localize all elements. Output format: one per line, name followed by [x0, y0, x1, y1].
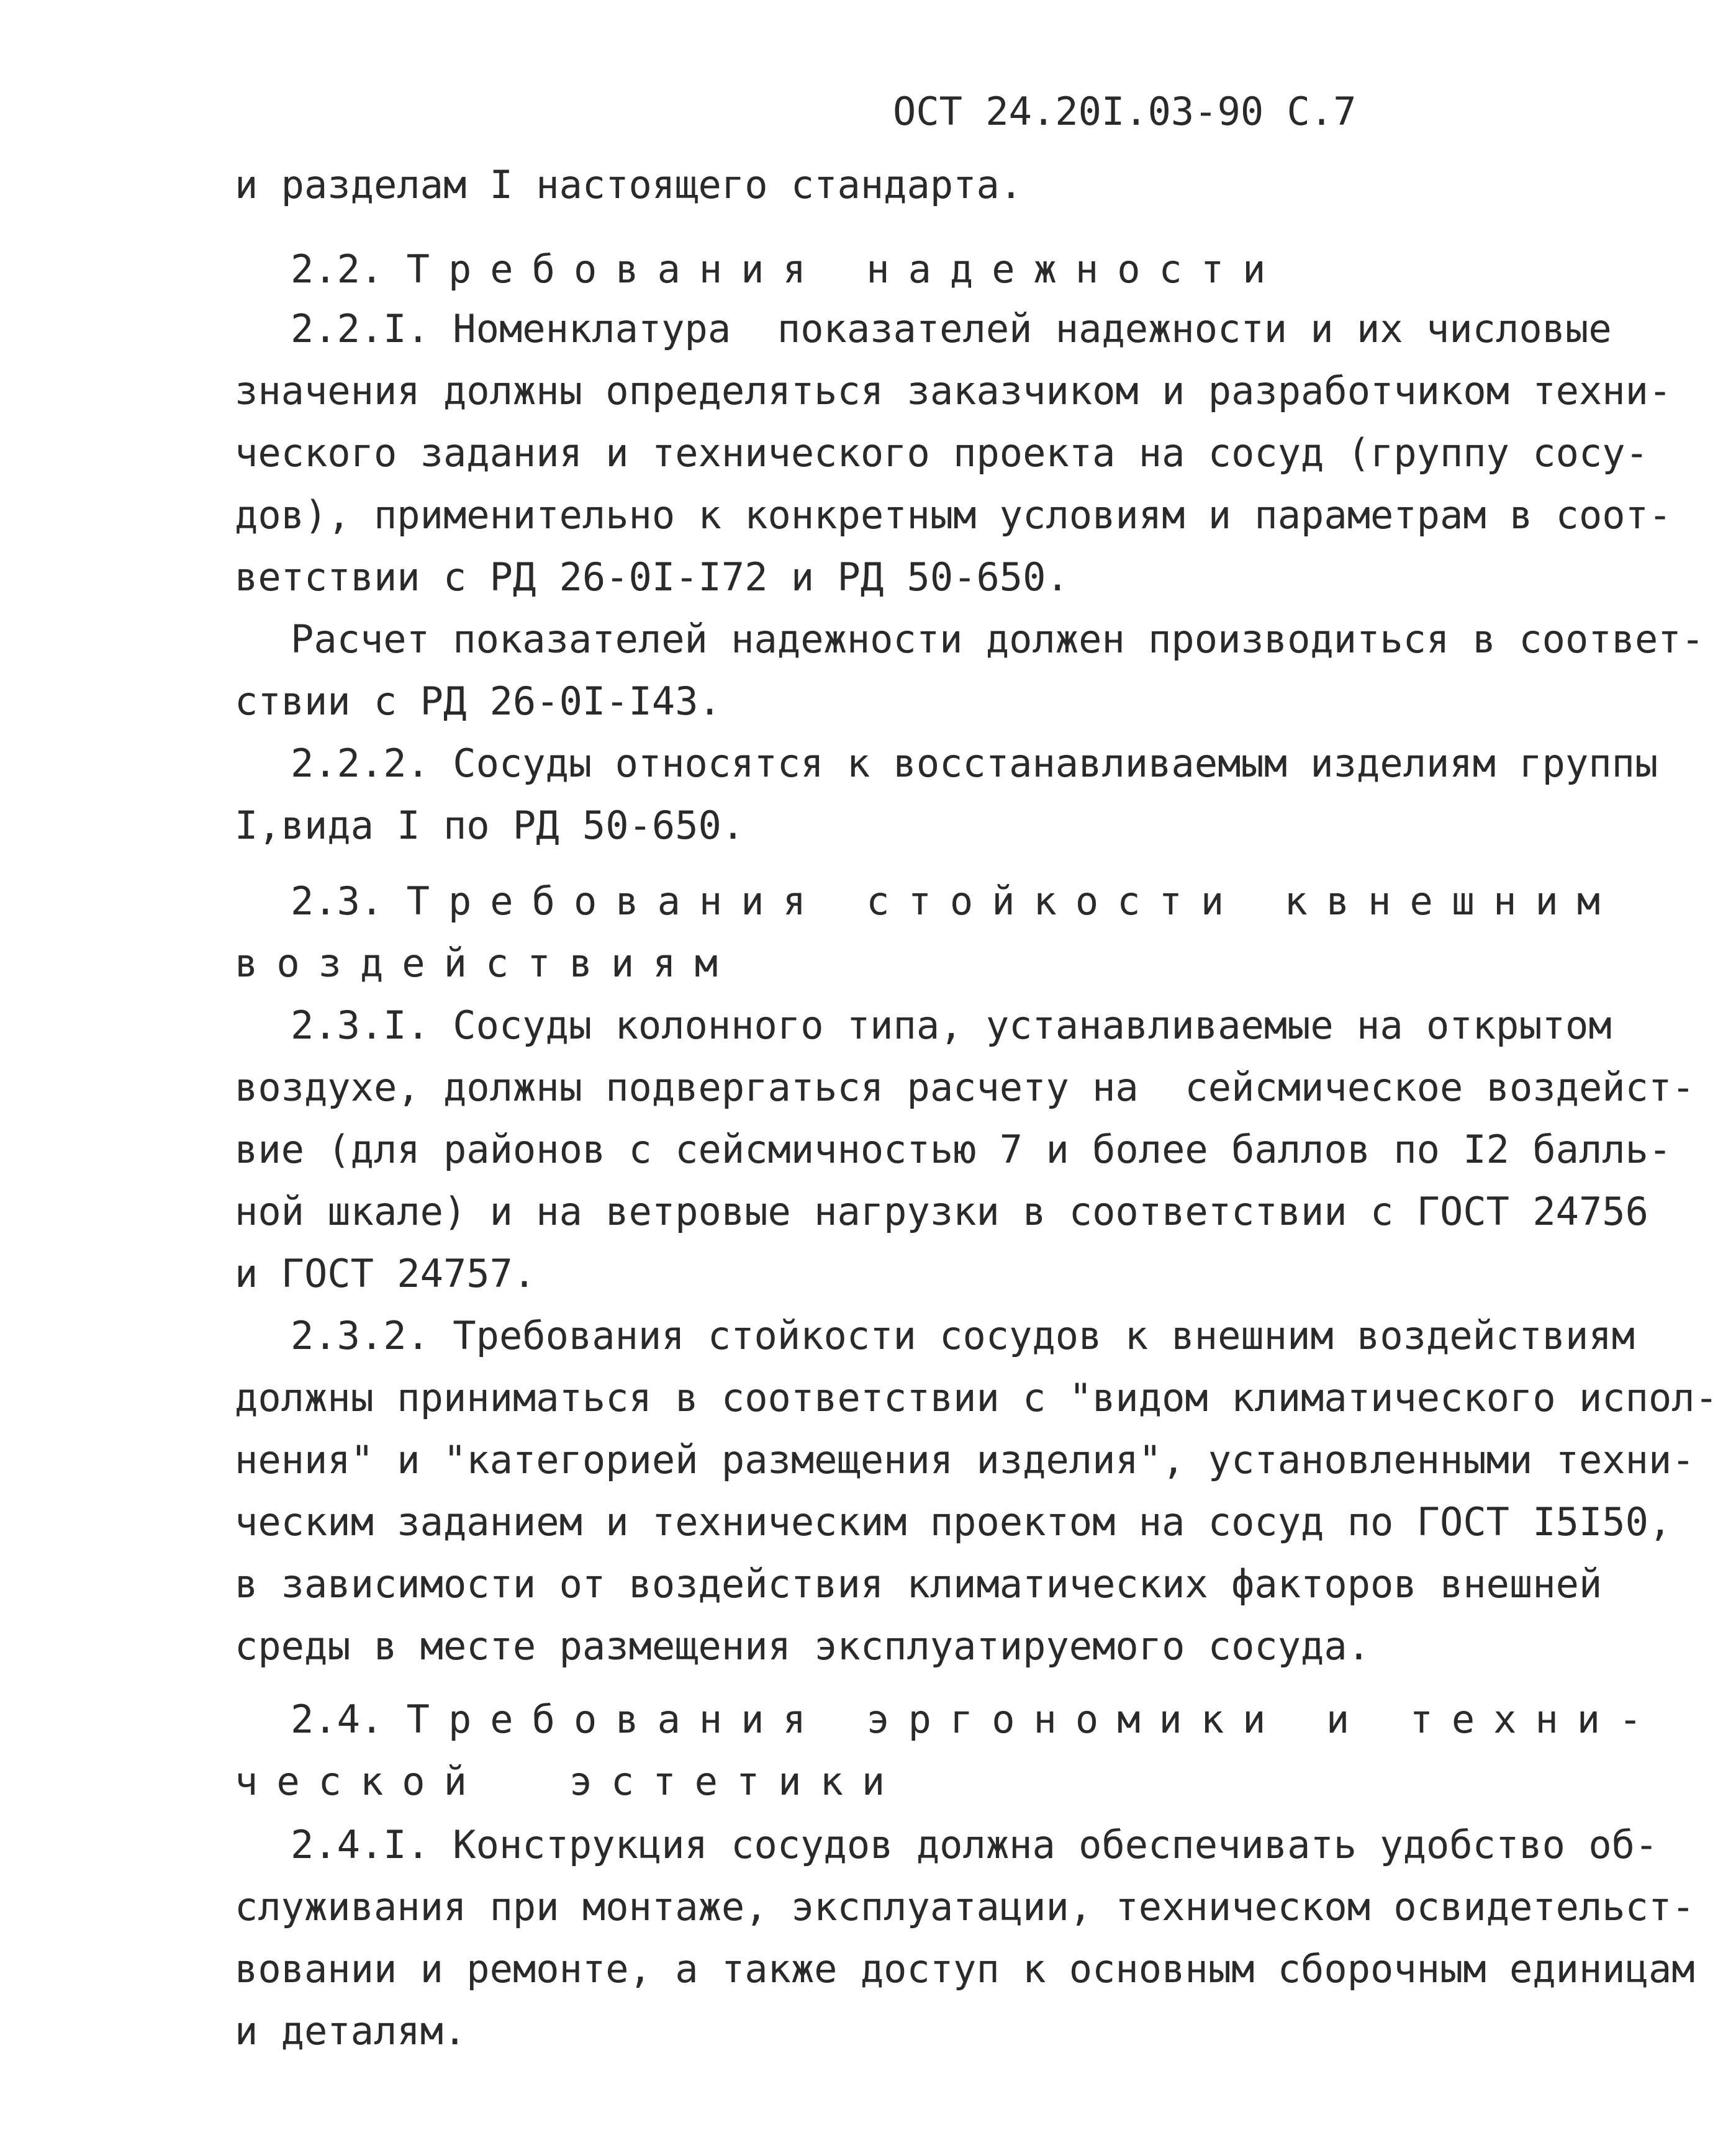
- text-line: ветствии с РД 26-0I-I72 и РД 50-650.: [235, 554, 1069, 600]
- section-title: Требования стойкости квнешним: [406, 878, 1619, 924]
- text-line: вие (для районов с сейсмичностью 7 и более баллов по I2 балль-: [235, 1127, 1672, 1172]
- text-line: Расчет показателей надежности должен производиться в соответ-: [291, 616, 1704, 662]
- text-line: и разделам I настоящего стандарта.: [235, 162, 1023, 207]
- text-line: должны приниматься в соответствии с "видом климатического испол-: [235, 1375, 1718, 1420]
- text-line: среды в месте размещения эксплуатируемого сосуда.: [235, 1623, 1371, 1669]
- section-heading: [291, 877, 1619, 926]
- section-title: Требования эргономики и техни-: [406, 1697, 1661, 1742]
- document-code-header: ОСТ 24.20I.03-90 С.7: [893, 89, 1357, 134]
- section-heading: [291, 245, 1285, 294]
- text-line: нения" и "категорией размещения изделия", установленными техни-: [235, 1437, 1695, 1482]
- text-line: дов), применительно к конкретным условиям и параметрам в соот-: [235, 492, 1672, 538]
- text-line: и деталям.: [235, 2008, 467, 2054]
- text-line: 2.2.2. Сосуды относятся к восстанавливаемым изделиям группы: [291, 741, 1658, 786]
- text-line: I,вида I по РД 50-650.: [235, 803, 745, 848]
- text-line: ческого задания и технического проекта на сосуд (группу сосу-: [235, 430, 1648, 476]
- text-line: 2.4.I. Конструкция сосудов должна обеспечивать удобство об-: [291, 1822, 1658, 1867]
- section-number: 2.3.: [291, 878, 384, 924]
- section-title-continued: ческой эстетики: [235, 1759, 904, 1804]
- text-line: 2.3.I. Сосуды колонного типа, устанавливаемые на открытом: [291, 1003, 1612, 1048]
- text-line: 2.2.I. Номенклатура показателей надежности и их числовые: [291, 306, 1612, 351]
- text-line: служивания при монтаже, эксплуатации, техническом освидетельст-: [235, 1884, 1695, 1929]
- section-number: 2.2.: [291, 246, 384, 292]
- text-line: вовании и ремонте, а также доступ к основным сборочным единицам: [235, 1946, 1695, 1991]
- section-title: Требования надежности: [406, 246, 1285, 292]
- text-line: ческим заданием и техническим проектом на сосуд по ГОСТ I5I50,: [235, 1499, 1672, 1545]
- text-line: 2.3.2. Требования стойкости сосудов к внешним воздействиям: [291, 1313, 1635, 1358]
- text-line: в зависимости от воздействия климатических факторов внешней: [235, 1561, 1603, 1607]
- text-line: ной шкале) и на ветровые нагрузки в соответствии с ГОСТ 24756: [235, 1189, 1648, 1234]
- text-line: воздухе, должны подвергаться расчету на сейсмическое воздейст-: [235, 1065, 1695, 1110]
- section-number: 2.4.: [291, 1697, 384, 1742]
- section-heading: [291, 1695, 1660, 1744]
- text-line: и ГОСТ 24757.: [235, 1251, 536, 1296]
- text-line: значения должны определяться заказчиком и разработчиком техни-: [235, 368, 1672, 413]
- text-line: ствии с РД 26-0I-I43.: [235, 679, 721, 724]
- section-title-continued: воздействиям: [235, 940, 736, 986]
